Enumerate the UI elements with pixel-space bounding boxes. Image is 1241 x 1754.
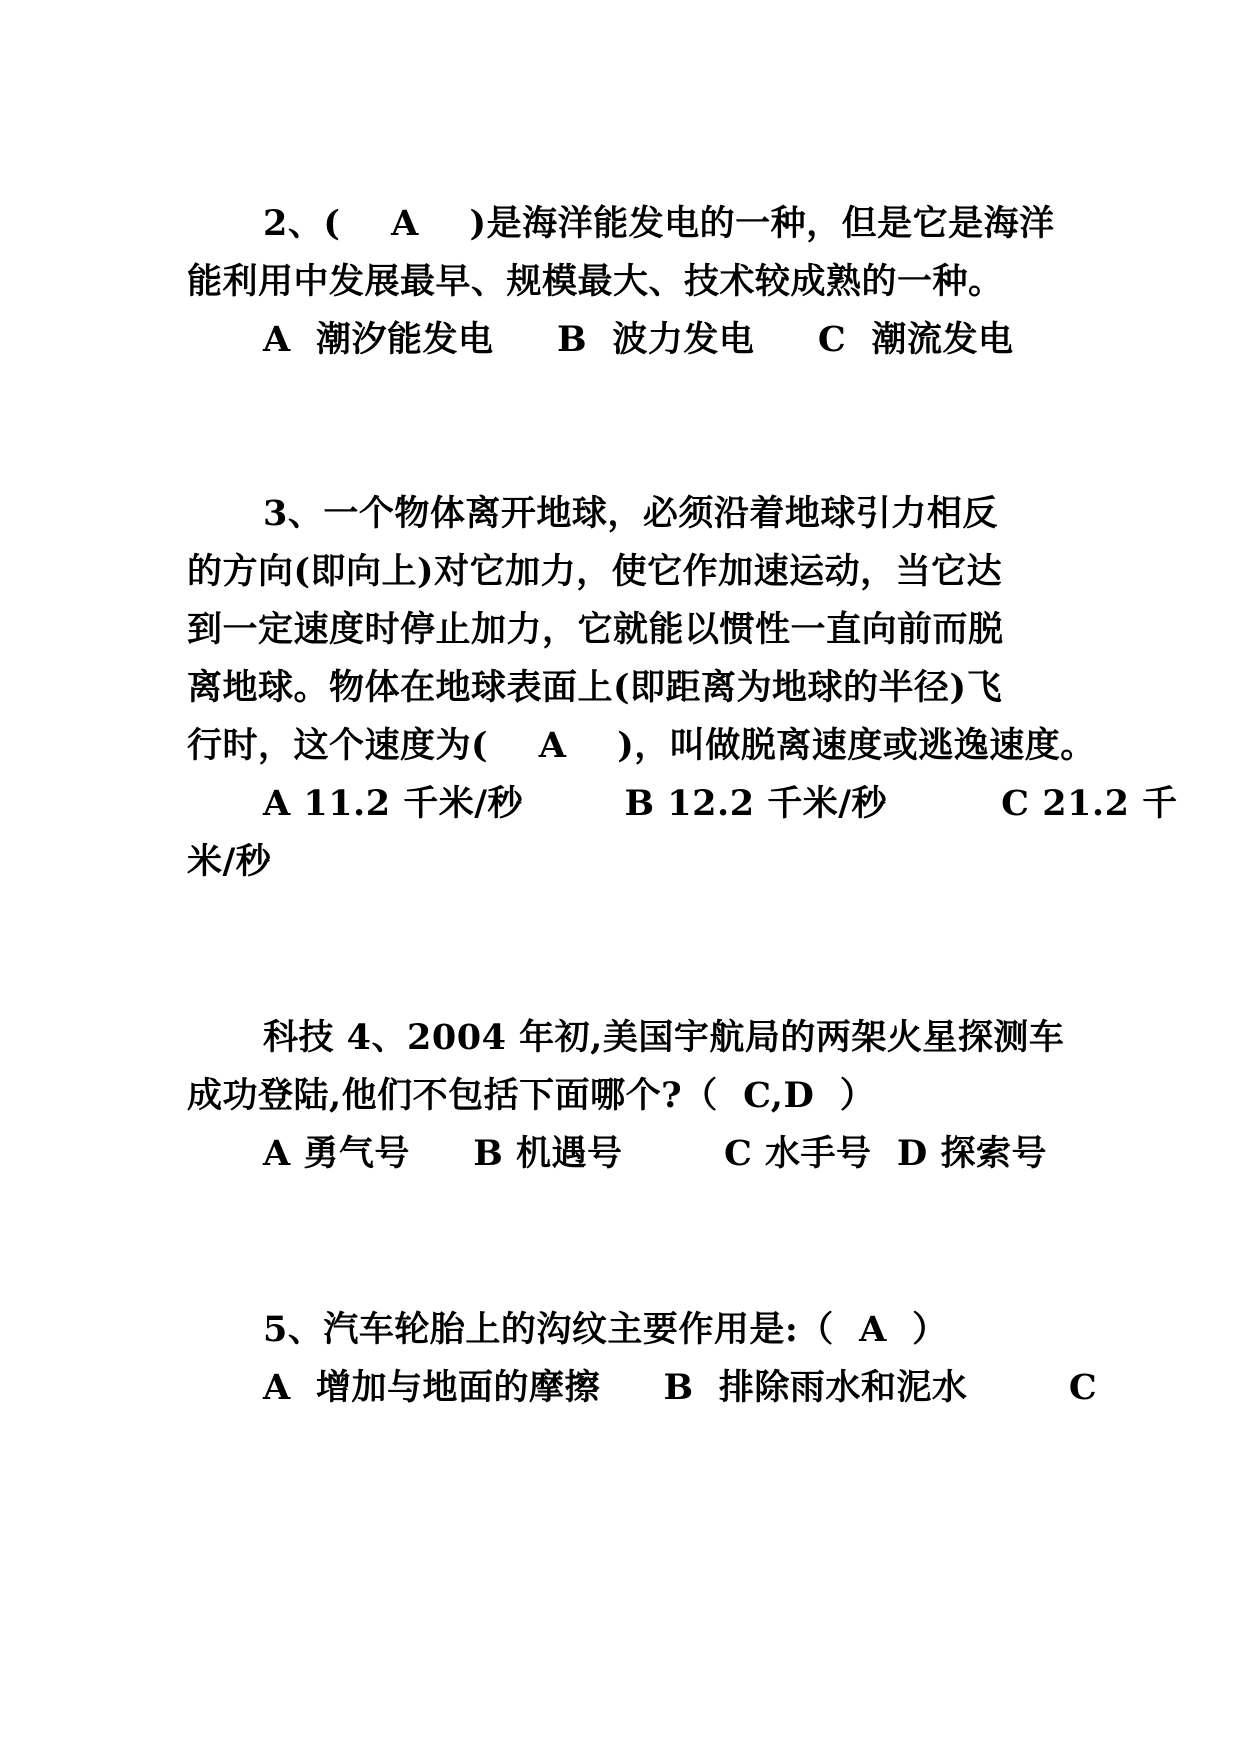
question-3-options-continued: 米/秒 bbox=[187, 841, 272, 882]
question-3-line-2: 的方向(即向上)对它加力，使它作加速运动，当它达 bbox=[187, 551, 1003, 592]
question-3-line-1: 3、一个物体离开地球，必须沿着地球引力相反 bbox=[263, 493, 998, 534]
question-4-line-2: 成功登陆,他们不包括下面哪个?（ C,D ） bbox=[187, 1075, 876, 1116]
question-5-options: A 增加与地面的摩擦 B 排除雨水和泥水 C bbox=[263, 1367, 1098, 1408]
question-2-line-1: 2、( A )是海洋能发电的一种，但是它是海洋 bbox=[263, 203, 1055, 244]
question-3-line-4: 离地球。物体在地球表面上(即距离为地球的半径)飞 bbox=[187, 667, 1003, 708]
question-4-line-1: 科技 4、2004 年初,美国宇航局的两架火星探测车 bbox=[263, 1017, 1065, 1058]
question-3-line-3: 到一定速度时停止加力，它就能以惯性一直向前而脱 bbox=[187, 609, 1004, 650]
question-5-line-1: 5、汽车轮胎上的沟纹主要作用是:（ A ） bbox=[263, 1309, 948, 1350]
question-2-line-2: 能利用中发展最早、规模最大、技术较成熟的一种。 bbox=[187, 261, 1004, 302]
question-3-options: A 11.2 千米/秒 B 12.2 千米/秒 C 21.2 千 bbox=[263, 783, 1178, 824]
question-4-options: A 勇气号 B 机遇号 C 水手号 D 探索号 bbox=[263, 1133, 1047, 1174]
question-3-line-5: 行时，这个速度为( A )，叫做脱离速度或逃逸速度。 bbox=[187, 725, 1096, 766]
question-2-options: A 潮汐能发电 B 波力发电 C 潮流发电 bbox=[263, 319, 1014, 360]
